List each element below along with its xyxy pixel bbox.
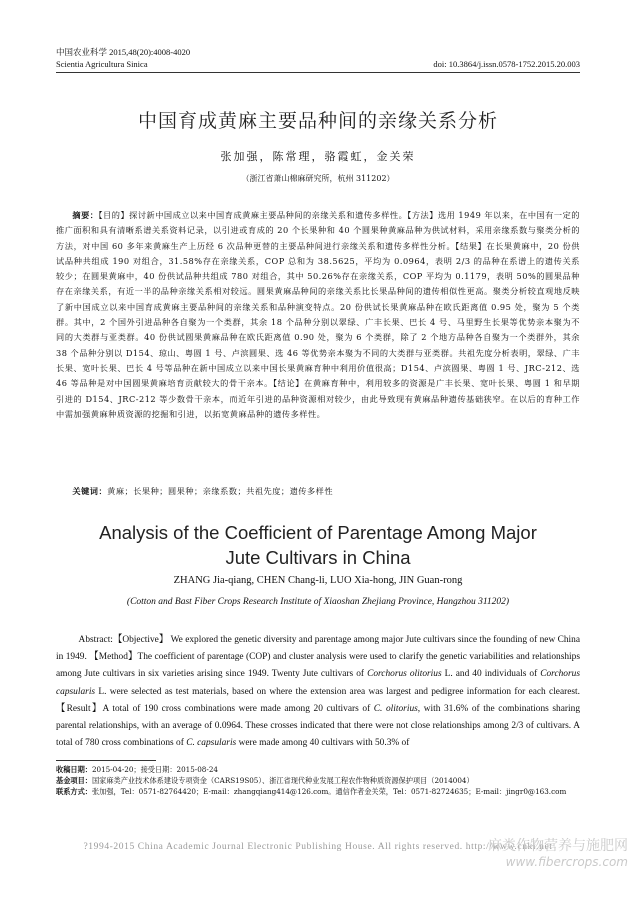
copyright-line: ?1994-2015 China Academic Journal Electronic Publishing House. All rights reserved. http://www.cnki.net [83, 842, 553, 852]
abstract-en-p3: L. were selected as test materials, based on where the extension area was largest and pedigree information for each clearest.【Result】A total of 190 cross combinations were made among 20 cultivars of [56, 686, 580, 714]
fund-label: 基金项目： [56, 776, 92, 785]
abstract-en-p1: 【Objective】 We explored the genetic diversity and parentage among major Jute cultivars since the founding of new China in 1949. 【Method】The coefficient of parentage (COP) and cluster analysis were used to clarify the genetic variabilities and relationships among Jute cultivars in six varieties arising since 1949. Twenty Jute cultivars of [56, 635, 580, 680]
footnote-rule [56, 760, 156, 761]
title-en-line1: Analysis of the Coefficient of Parentage Among Major [99, 522, 537, 543]
title-en [0, 520, 636, 570]
affiliation-cn: （浙江省萧山棉麻研究所，杭州 311202） [241, 174, 395, 183]
abstract-cn-text: 【目的】探讨新中国成立以来中国育成黄麻主要品种间的亲缘关系和遗传多样性。【方法】选用 1949 年以来，在中国有一定的推广面积和具有清晰系谱关系资料记录，以引进或育成的 20 个长果种和 40 个圆果种黄麻品种为供试材料，采用亲缘系数与聚类分析的方法，对中国 60 多年来黄麻生产上历经 6 次品种更替的主要品种间进行亲缘关系和遗传多样性分析。【结果】在长果黄麻中，20 份供试品种共组成 190 对组合，31.58%存在亲缘关系，COP 总和为 38.5625，平均为 0.0964，表明 2/3 的品种在系谱上的遗传关系较少；在圆果黄麻中，40 份供试品种共组成 780 对组合，其中 50.26%存在亲缘关系，COP 平均为 0.1179，表明 50%的圆果品种存在亲缘关系，有近一半的品种亲缘关系相对较远。圆果黄麻品种间的亲缘关系比长果品种间的遗传相似性更高。聚类分析较直观地反映了新中国成立以来中国育成黄麻主要品种间的亲缘关系和品种演变特点。20 份供试长果黄麻品种在欧氏距离值 0.95 处，聚为 5 个类群。其中，2 个国外引进品种各自聚为一个类群，其余 18 个品种分别以翠绿、广丰长果、巴长 4 号、马里野生长果等优势亲本聚为不同的大类群与亚类群。40 份供试圆果黄麻品种在欧氏距离值 0.90 处，聚为 6 个类群，除了 2 个地方品种各自聚为一个类群外，其余 38 个品种分别以 D154、琼山、粤圆 1 号、卢滨圆果、选 46 等优势亲本聚为不同的大类群与亚类群。共祖先度分析表明，翠绿、广丰长果、宽叶长果、巴长 4 号等品种在新中国成立以来中国长果黄麻育种中利用价值很高；D154、卢滨圆果、粤圆 1 号、JRC-212、选 46 等品种是对中国圆果黄麻培育贡献较大的骨干亲本。【结论】在黄麻育种中，利用较多的资源是广丰长果、宽叶长果、粤圆 1 和早期引进的 D154、JRC-212 等少数骨干亲本，而近年引进的品种资源相对较少，由此导致现有黄麻品种遗传基础狭窄。在以后的育种工作中需加强黄麻种质资源的挖掘和引进，以拓宽黄麻品种的遗传多样性。 [56, 210, 580, 419]
keywords-cn-text: 黄麻；长果种；圆果种；亲缘系数；共祖先度；遗传多样性 [107, 486, 334, 496]
species-capsularis: Corchorus capsularis [56, 669, 580, 697]
watermark-url: www.fibercrops.com [505, 855, 628, 869]
abstract-en-p4: , with 31.6% of the combinations sharing parental relationships, with an average of 0.0964. These crosses indicated that there were not close relationships among 2/3 of cultivars. A total of 780 cross combinations of [56, 703, 581, 749]
doi[interactable]: doi: 10.3864/j.issn.0578-1752.2015.20.003 [433, 59, 580, 69]
species-c-olitorius: C. olitorius [373, 703, 418, 714]
contact-text: 张加强，Tel：0571-82764420；E-mail：zhangqiang414@126.com。通信作者金关荣，Tel：0571-82724635；E-mail：jingr0@163.com [91, 787, 567, 796]
journal-en: Scientia Agricultura Sinica [56, 59, 148, 69]
fund-text: 国家麻类产业技术体系建设专项资金（CARS19S05）、浙江省现代种业发展工程农作物种质资源保护项目（2014004） [91, 776, 474, 785]
watermark [488, 838, 628, 870]
abstract-cn [56, 208, 580, 422]
abstract-en [56, 632, 580, 752]
affiliation-en: (Cotton and Bast Fiber Crops Research Institute of Xiaoshan Zhejiang Province, Hangzhou 311202) [126, 597, 510, 607]
received-dates: 2015-04-20；接受日期：2015-08-24 [91, 765, 218, 774]
abstract-en-p5: were made among 40 cultivars with 50.3% of [236, 738, 410, 749]
running-header [56, 46, 580, 70]
title-en-line2: Jute Cultivars in China [225, 547, 411, 568]
authors-cn: 张加强，陈常理，骆霞虹，金关荣 [220, 150, 416, 163]
abstract-en-label: Abstract: [78, 635, 113, 645]
species-olitorius: Corchorus olitorius [367, 669, 442, 680]
footnote [56, 764, 580, 797]
keywords-cn-label: 关键词： [72, 486, 108, 496]
abstract-cn-label: 摘要： [72, 210, 99, 220]
authors-en: ZHANG Jia-qiang, CHEN Chang-li, LUO Xia-hong, JIN Guan-rong [173, 575, 463, 586]
journal-cn: 中国农业科学 2015,48(20):4008-4020 [56, 47, 191, 57]
header-rule [56, 72, 580, 73]
abstract-en-p2: L. and 40 individuals of [441, 669, 541, 680]
title-cn: 中国育成黄麻主要品种间的亲缘关系分析 [137, 110, 498, 132]
keywords-cn [56, 486, 580, 497]
contact-label: 联系方式： [56, 787, 92, 796]
species-c-capsularis: C. capsularis [186, 738, 237, 749]
watermark-cn: 麻类作物营养与施肥网 [488, 838, 628, 854]
received-label: 收稿日期： [56, 765, 92, 774]
